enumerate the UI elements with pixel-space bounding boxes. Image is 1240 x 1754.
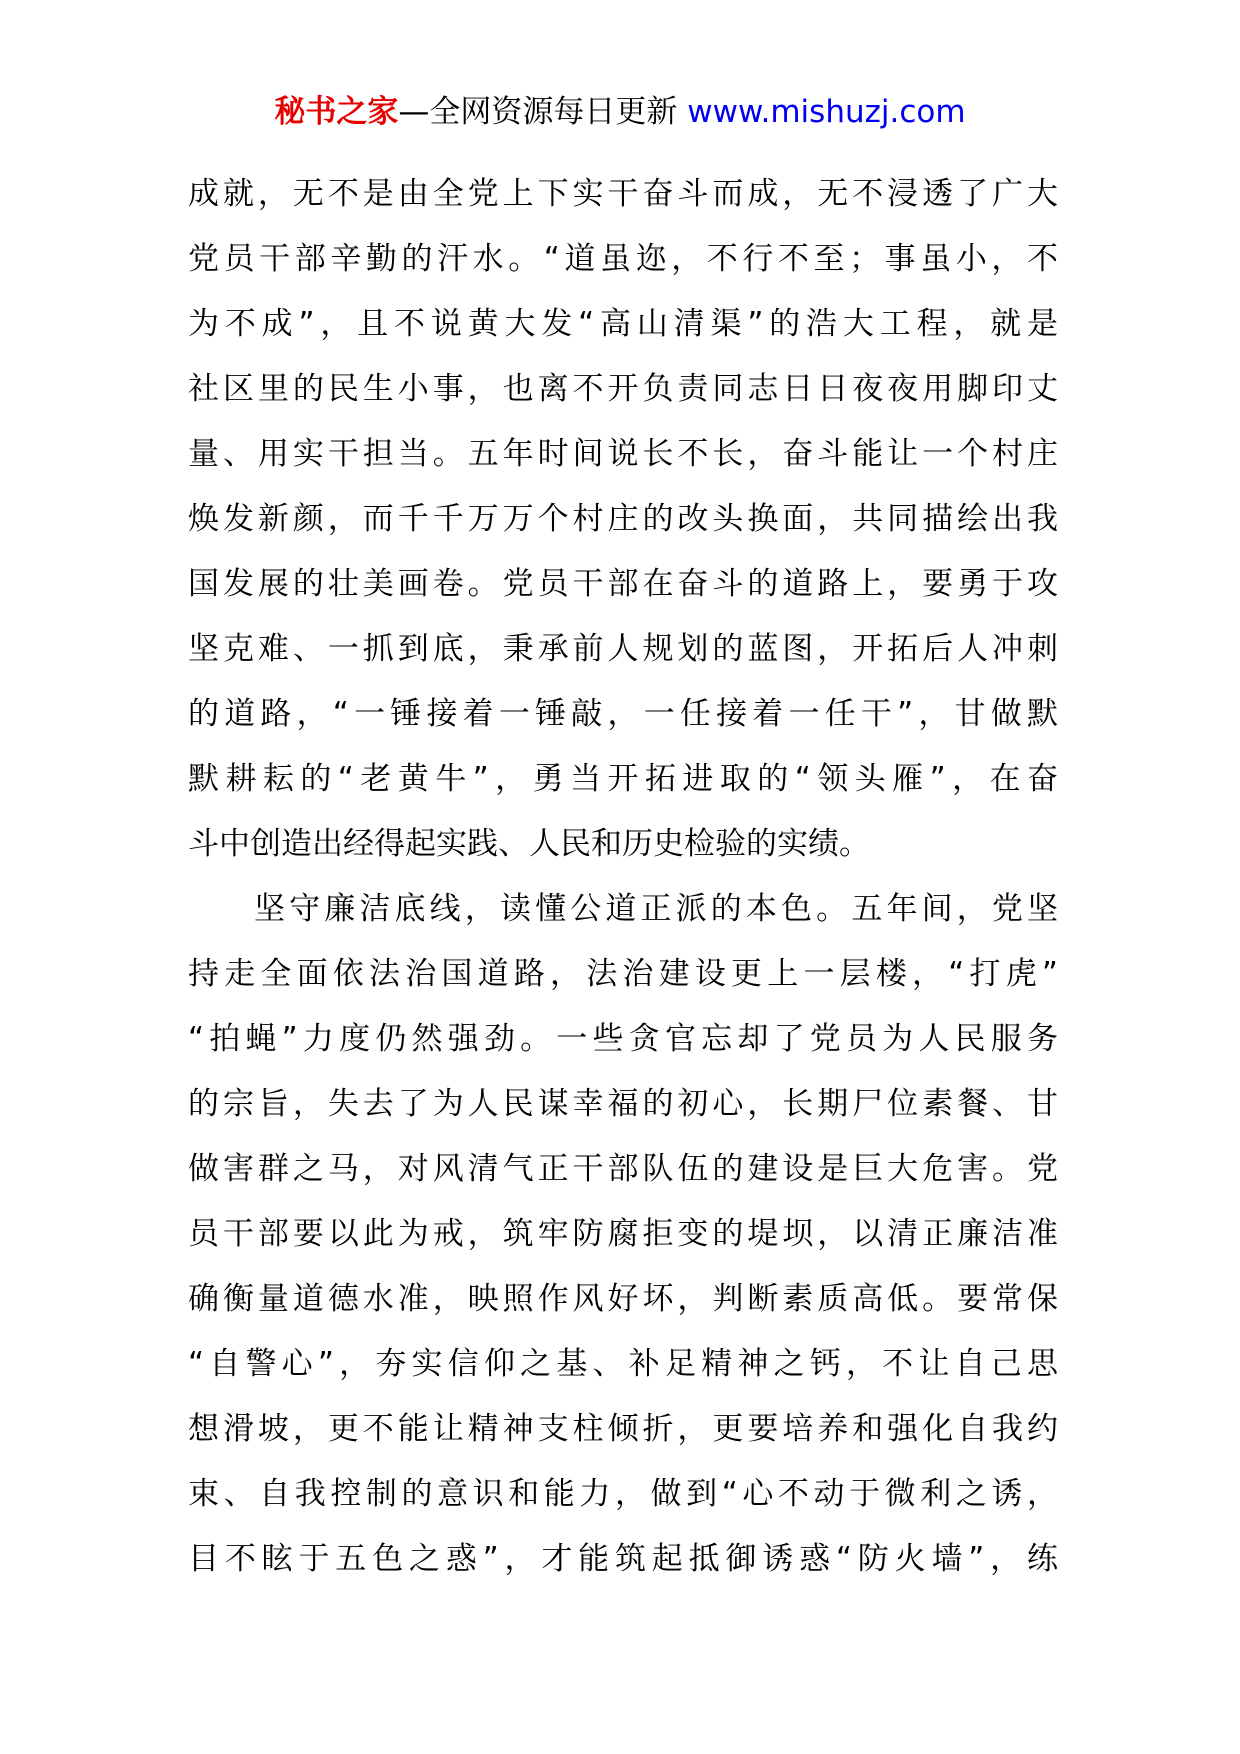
text-line: 束、自我控制的意识和能力，做到“心不动于微利之诱， [188, 1476, 1058, 1512]
text-line: 党员干部辛勤的汗水。“道虽迩，不行不至；事虽小，不 [188, 241, 1058, 277]
text-line: “自警心”，夯实信仰之基、补足精神之钙，不让自己思 [188, 1346, 1058, 1382]
text-line: 坚克难、一抓到底，秉承前人规划的蓝图，开拓后人冲刺 [188, 631, 1058, 667]
text-line: 国发展的壮美画卷。党员干部在奋斗的道路上，要勇于攻 [188, 566, 1058, 602]
brand-name: 秘书之家 [274, 94, 399, 130]
text-line: 坚守廉洁底线，读懂公道正派的本色。五年间，党坚 [254, 891, 1058, 927]
text-line: 的道路，“一锤接着一锤敲，一任接着一任干”，甘做默 [188, 696, 1058, 732]
text-line: 员干部要以此为戒，筑牢防腐拒变的堤坝，以清正廉洁准 [188, 1216, 1058, 1252]
text-line: 持走全面依法治国道路，法治建设更上一层楼，“打虎” [188, 956, 1058, 992]
text-line: 目不眩于五色之惑”，才能筑起抵御诱惑“防火墙”，练 [188, 1541, 1058, 1577]
paragraph-1 [188, 162, 1058, 877]
paragraph-2 [188, 877, 1058, 1592]
text-line: 社区里的民生小事，也离不开负责同志日日夜夜用脚印丈 [188, 371, 1058, 407]
text-line: 焕发新颜，而千千万万个村庄的改头换面，共同描绘出我 [188, 501, 1058, 537]
text-line: 为不成”，且不说黄大发“高山清渠”的浩大工程，就是 [188, 306, 1058, 342]
text-line: 量、用实干担当。五年时间说长不长，奋斗能让一个村庄 [188, 436, 1058, 472]
text-line: 默耕耘的“老黄牛”，勇当开拓进取的“领头雁”，在奋 [188, 761, 1058, 797]
text-line: 想滑坡，更不能让精神支柱倾折，更要培养和强化自我约 [188, 1411, 1058, 1447]
text-line: 做害群之马，对风清气正干部队伍的建设是巨大危害。党 [188, 1151, 1058, 1187]
text-line: 的宗旨，失去了为人民谋幸福的初心，长期尸位素餐、甘 [188, 1086, 1058, 1122]
header-tagline: —全网资源每日更新 [398, 94, 678, 130]
text-line: 斗中创造出经得起实践、人民和历史检验的实绩。 [188, 826, 870, 862]
site-url-link[interactable]: www.mishuzj.com [687, 94, 966, 130]
text-line: 成就，无不是由全党上下实干奋斗而成，无不浸透了广大 [188, 176, 1058, 212]
text-line: 确衡量道德水准，映照作风好坏，判断素质高低。要常保 [188, 1281, 1058, 1317]
document-body [188, 162, 1058, 1592]
text-line: “拍蝇”力度仍然强劲。一些贪官忘却了党员为人民服务 [188, 1021, 1058, 1057]
site-header [0, 92, 1240, 132]
